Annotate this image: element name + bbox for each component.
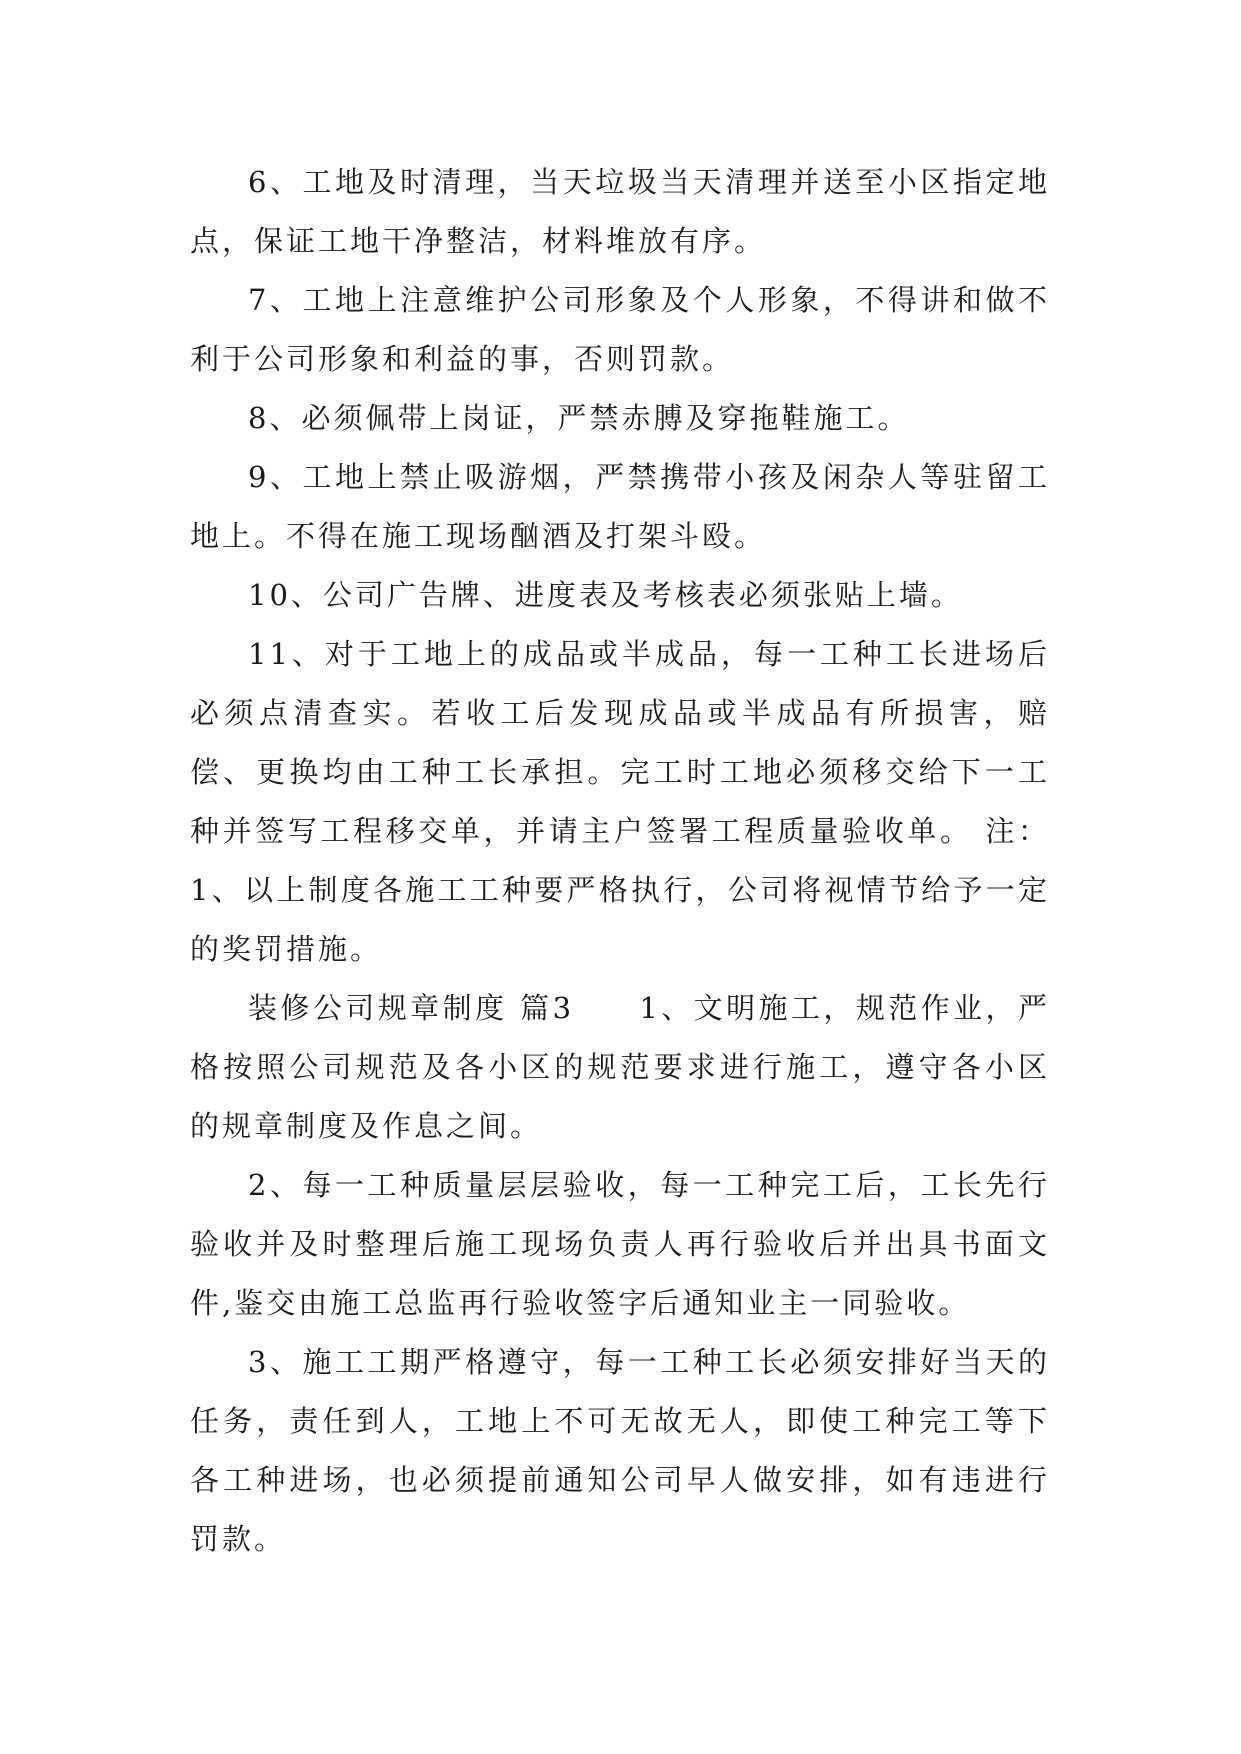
paragraph-section-3-rule-1: 装修公司规章制度 篇3 1、文明施工，规范作业，严格按照公司规范及各小区的规范要求进行施工，遵守各小区的规章制度及作息之间。 xyxy=(190,991,1050,1143)
paragraph-rule-9: 9、工地上禁止吸游烟，严禁携带小孩及闲杂人等驻留工地上。不得在施工现场酗酒及打架斗殴。 xyxy=(190,460,1050,553)
document-body xyxy=(190,153,1050,1569)
paragraph-section-3-rule-3: 3、施工工期严格遵守，每一工种工长必须安排好当天的任务，责任到人，工地上不可无故无人，即使工种完工等下各工种进场，也必须提前通知公司早人做安排，如有违进行罚款。 xyxy=(190,1345,1050,1556)
paragraph-rule-10: 10、公司广告牌、进度表及考核表必须张贴上墙。 xyxy=(248,578,963,612)
paragraph-rule-8: 8、必须佩带上岗证，严禁赤膊及穿拖鞋施工。 xyxy=(248,401,910,435)
paragraph-section-3-rule-2: 2、每一工种质量层层验收，每一工种完工后，工长先行验收并及时整理后施工现场负责人再行验收后并出具书面文件,鉴交由施工总监再行验收签字后通知业主一同验收。 xyxy=(190,1168,1050,1320)
paragraph-rule-11: 11、对于工地上的成品或半成品，每一工种工长进场后必须点清查实。若收工后发现成品或半成品有所损害，赔偿、更换均由工种工长承担。完工时工地必须移交给下一工种并签写工程移交单，并请主户签署工程质量验收单。 注：1、以上制度各施工工种要严格执行，公司将视情节给予一定的奖罚措施。 xyxy=(190,637,1050,966)
paragraph-rule-7: 7、工地上注意维护公司形象及个人形象，不得讲和做不利于公司形象和利益的事，否则罚款。 xyxy=(190,283,1050,376)
paragraph-rule-6: 6、工地及时清理，当天垃圾当天清理并送至小区指定地点，保证工地干净整洁，材料堆放有序。 xyxy=(190,165,1050,258)
